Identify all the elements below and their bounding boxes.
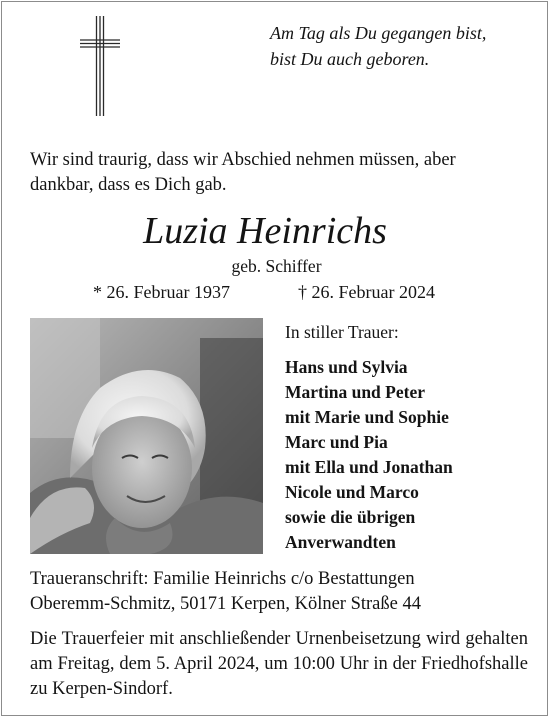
- mourner-line: Hans und Sylvia: [285, 357, 408, 377]
- mourner-line: Martina und Peter: [285, 382, 425, 402]
- ceremony-line-1: Die Trauerfeier mit anschließender Urnenbeisetzung wird: [30, 629, 461, 649]
- birth-name: geb. Schiffer: [231, 256, 322, 276]
- mourner-line: mit Marie und Sophie: [285, 407, 449, 427]
- deceased-name: Luzia Heinrichs: [143, 210, 387, 252]
- address-line-1: Traueranschrift: Familie Heinrichs c/o Bestattungen: [30, 569, 415, 589]
- mourner-line: mit Ella und Jonathan: [285, 457, 453, 477]
- ceremony-line-3: der Friedhofshalle zu Kerpen-Sindorf.: [30, 654, 528, 699]
- mourner-line: Anverwandten: [285, 532, 396, 552]
- mourner-line: Marc und Pia: [285, 432, 388, 452]
- intro-line-1: Wir sind traurig, dass wir Abschied nehmen müssen, aber: [30, 150, 456, 170]
- mourners-list: [285, 355, 453, 555]
- ceremony-text: [30, 627, 528, 702]
- cross-icon: [80, 16, 120, 116]
- portrait-photo: [30, 318, 263, 554]
- mourner-line: sowie die übrigen: [285, 507, 416, 527]
- ceremony-line-2: gehalten am Freitag, dem 5. April 2024, um 10:00 Uhr in: [30, 629, 529, 674]
- death-date: † 26. Februar 2024: [298, 282, 435, 302]
- mourning-label: In stiller Trauer:: [285, 322, 399, 342]
- birth-date: * 26. Februar 1937: [93, 282, 230, 302]
- mourning-address: [30, 567, 535, 617]
- intro-line-2: dankbar, dass es Dich gab.: [30, 175, 227, 195]
- motto: [270, 20, 540, 72]
- mourner-line: Nicole und Marco: [285, 482, 419, 502]
- motto-line-2: bist Du auch geboren.: [270, 49, 430, 69]
- motto-line-1: Am Tag als Du gegangen bist,: [270, 23, 487, 43]
- intro-text: [30, 148, 530, 198]
- address-line-2: Oberemm-Schmitz, 50171 Kerpen, Kölner Straße 44: [30, 594, 421, 614]
